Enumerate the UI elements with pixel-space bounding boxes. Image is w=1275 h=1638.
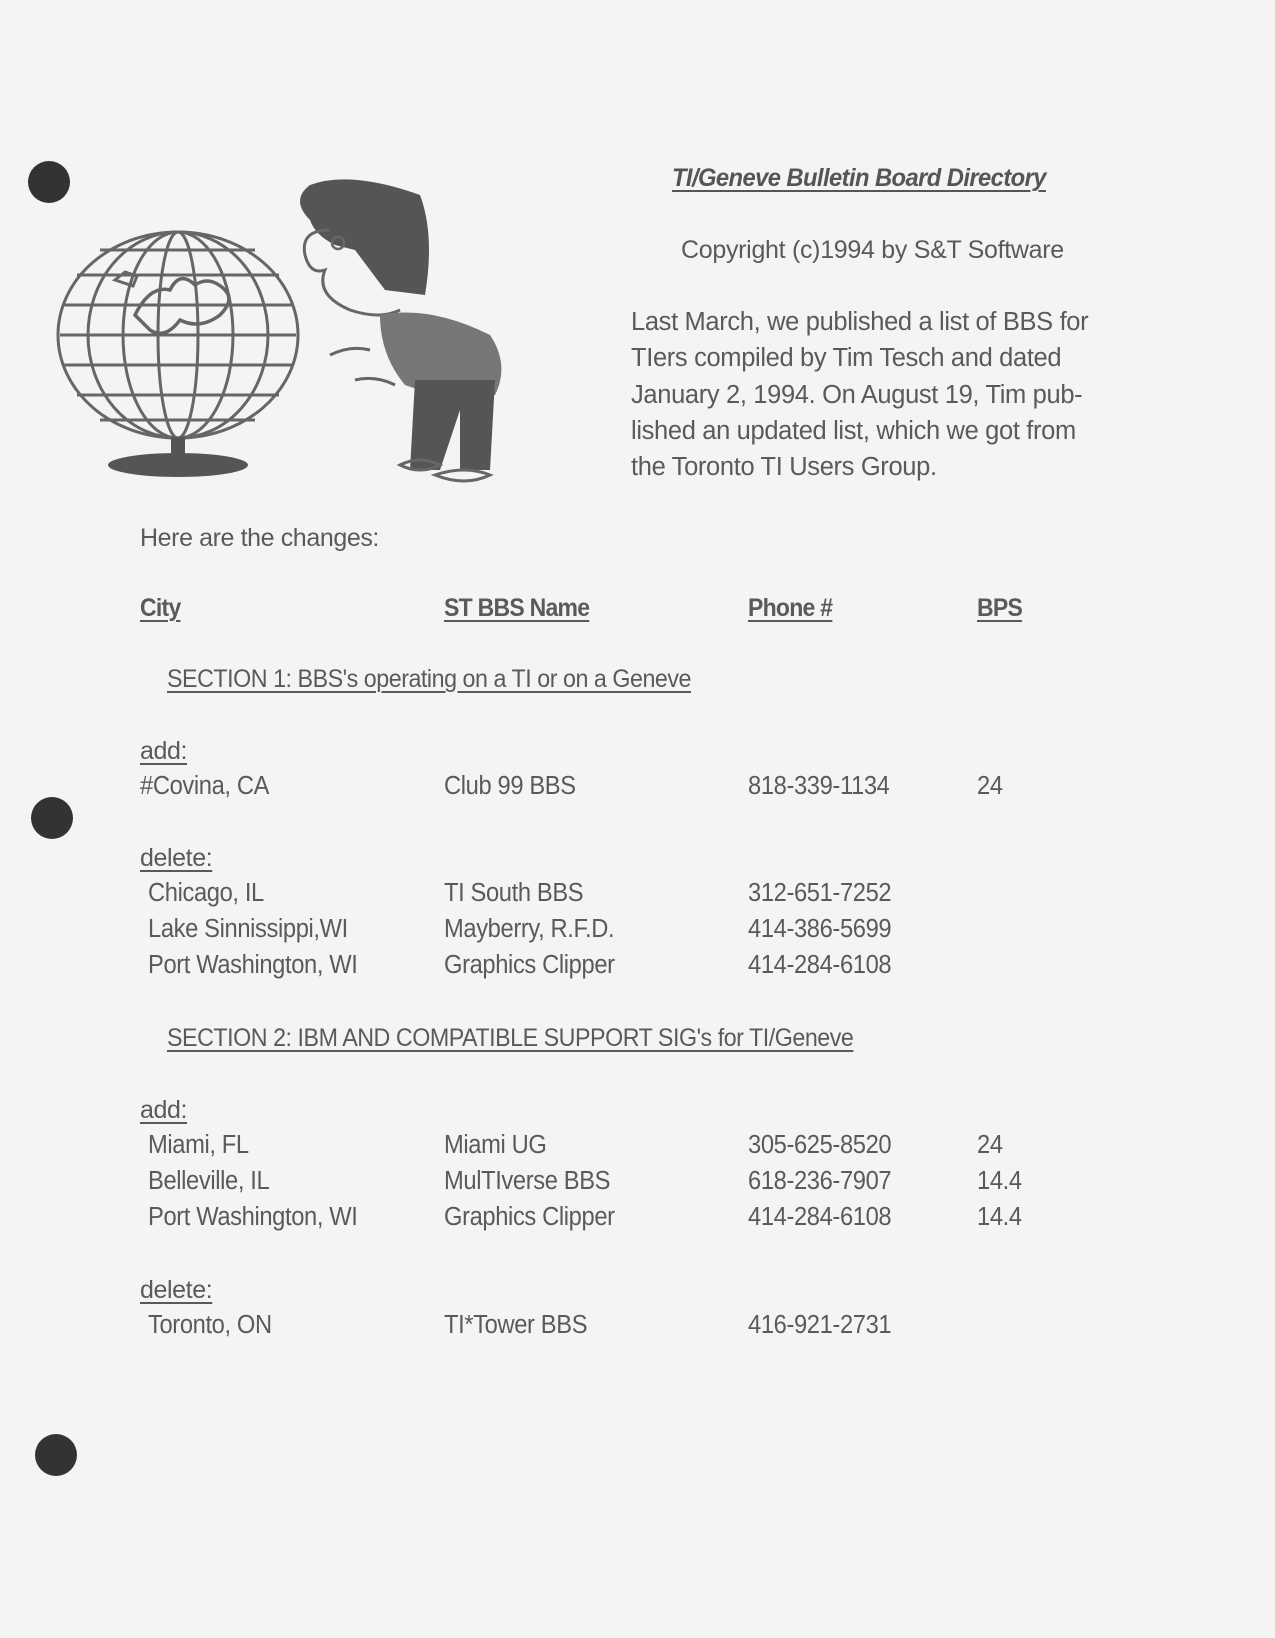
add-label: add: <box>140 1096 188 1124</box>
city-cell: Lake Sinnissippi,WI <box>148 915 348 943</box>
table-row <box>0 1167 1275 1203</box>
bps-cell: 24 <box>977 772 1003 800</box>
city-cell: Chicago, IL <box>148 879 264 907</box>
globe-icon <box>58 232 298 438</box>
bps-cell: 14.4 <box>977 1167 1022 1195</box>
phone-cell: 618-236-7907 <box>748 1167 892 1195</box>
table-row <box>0 951 1275 987</box>
section-heading: SECTION 2: IBM AND COMPATIBLE SUPPORT SIG's for TI/Geneve <box>167 1024 854 1052</box>
city-cell: Port Washington, WI <box>148 1203 358 1231</box>
binder-hole <box>35 1434 77 1476</box>
phone-cell: 416-921-2731 <box>748 1311 892 1339</box>
intro-line: Last March, we published a list of BBS for <box>631 308 1089 336</box>
intro-line: lished an updated list, which we got from <box>631 416 1076 445</box>
city-cell: Belleville, IL <box>148 1167 270 1195</box>
column-header-bps: BPS <box>977 594 1023 622</box>
intro-paragraph <box>631 304 1111 485</box>
column-header-name: ST BBS Name <box>444 594 590 622</box>
city-cell: Port Washington, WI <box>148 951 358 979</box>
phone-cell: 414-284-6108 <box>748 951 892 979</box>
bps-cell: 24 <box>977 1131 1003 1159</box>
table-row <box>0 1311 1275 1347</box>
delete-label: delete: <box>140 844 213 872</box>
bbs-name-cell: Graphics Clipper <box>444 1203 615 1231</box>
bbs-name-cell: Club 99 BBS <box>444 772 576 800</box>
bbs-name-cell: TI*Tower BBS <box>444 1311 588 1339</box>
bbs-name-cell: Graphics Clipper <box>444 951 615 979</box>
cartoon-person-icon <box>300 179 501 481</box>
city-cell: #Covina, CA <box>140 772 270 800</box>
column-header-phone: Phone # <box>748 594 833 622</box>
section-heading: SECTION 1: BBS's operating on a TI or on a Geneve <box>167 665 692 693</box>
lead-text: Here are the changes: <box>140 524 379 552</box>
phone-cell: 414-386-5699 <box>748 915 892 943</box>
column-header-city: City <box>140 594 181 622</box>
phone-cell: 414-284-6108 <box>748 1203 892 1231</box>
city-cell: Miami, FL <box>148 1131 249 1159</box>
phone-cell: 305-625-8520 <box>748 1131 892 1159</box>
bbs-name-cell: Miami UG <box>444 1131 547 1159</box>
table-row <box>0 772 1275 808</box>
bps-cell: 14.4 <box>977 1203 1022 1231</box>
document-title: TI/Geneve Bulletin Board Directory <box>672 164 1046 192</box>
intro-line: January 2, 1994. On August 19, Tim pub- <box>631 380 1083 409</box>
table-row <box>0 1203 1275 1239</box>
add-label: add: <box>140 737 188 765</box>
copyright-notice: Copyright (c)1994 by S&T Software <box>681 236 1064 264</box>
table-row <box>0 1131 1275 1167</box>
illustration <box>55 175 585 485</box>
intro-line: the Toronto TI Users Group. <box>631 453 937 482</box>
phone-cell: 312-651-7252 <box>748 879 892 907</box>
intro-line: TIers compiled by Tim Tesch and dated <box>631 344 1062 373</box>
table-row <box>0 915 1275 951</box>
bbs-name-cell: MulTIverse BBS <box>444 1167 611 1195</box>
phone-cell: 818-339-1134 <box>748 772 890 800</box>
bbs-name-cell: Mayberry, R.F.D. <box>444 915 615 943</box>
delete-label: delete: <box>140 1276 213 1304</box>
table-row <box>0 879 1275 915</box>
bbs-name-cell: TI South BBS <box>444 879 584 907</box>
city-cell: Toronto, ON <box>148 1311 272 1339</box>
